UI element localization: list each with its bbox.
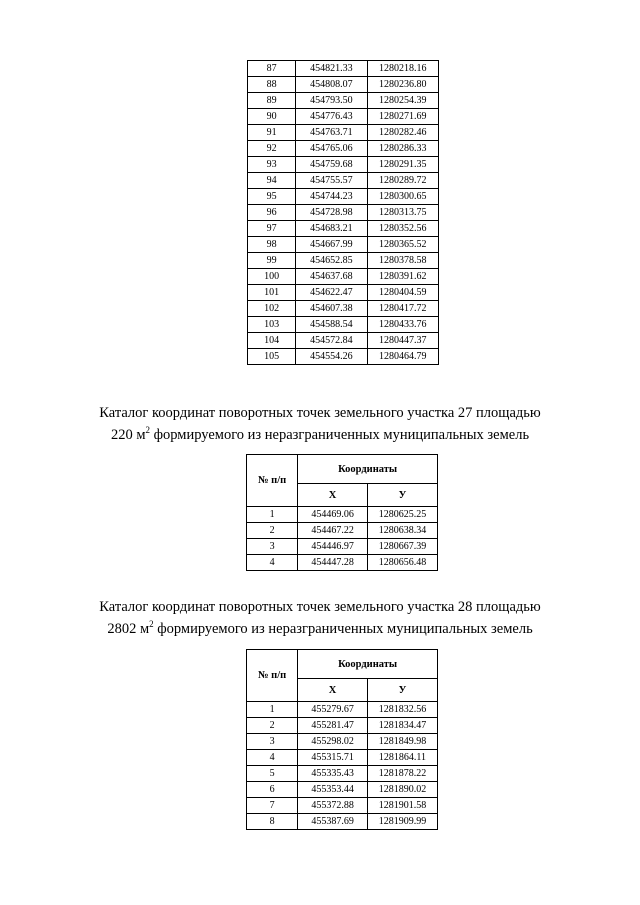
x-coordinate-cell: 454776.43: [296, 109, 367, 125]
point-number-cell: 97: [248, 221, 296, 237]
header-coordinates: Координаты: [298, 650, 438, 679]
point-number-cell: 87: [248, 61, 296, 77]
coordinates-table-plot-28: [246, 649, 438, 830]
table-row: [248, 189, 439, 205]
x-coordinate-cell: 455387.69: [298, 814, 368, 830]
x-coordinate-cell: 454763.71: [296, 125, 367, 141]
table-row: [247, 523, 438, 539]
x-coordinate-cell: 454622.47: [296, 285, 367, 301]
y-coordinate-cell: 1280417.72: [367, 301, 438, 317]
y-coordinate-cell: 1281909.99: [367, 814, 437, 830]
table-body: [247, 702, 438, 830]
y-coordinate-cell: 1280365.52: [367, 237, 438, 253]
table-row: [247, 734, 438, 750]
coordinates-table-continued: [247, 60, 439, 365]
y-coordinate-cell: 1280282.46: [367, 125, 438, 141]
x-coordinate-cell: 454446.97: [298, 539, 368, 555]
x-coordinate-cell: 454755.57: [296, 173, 367, 189]
table-row: [247, 555, 438, 571]
y-coordinate-cell: 1280433.76: [367, 317, 438, 333]
point-number-cell: 102: [248, 301, 296, 317]
point-number-cell: 2: [247, 523, 298, 539]
header-y: У: [367, 484, 437, 507]
x-coordinate-cell: 454607.38: [296, 301, 367, 317]
table-row: [247, 507, 438, 523]
x-coordinate-cell: 454572.84: [296, 333, 367, 349]
y-coordinate-cell: 1280236.80: [367, 77, 438, 93]
table-row: [248, 301, 439, 317]
caption-area: 220 м: [110, 427, 146, 443]
table-body: [248, 61, 439, 365]
point-number-cell: 2: [247, 718, 298, 734]
table-row: [248, 205, 439, 221]
x-coordinate-cell: 455315.71: [298, 750, 368, 766]
table-row: [248, 125, 439, 141]
table-row: [248, 61, 439, 77]
y-coordinate-cell: 1281864.11: [367, 750, 437, 766]
x-coordinate-cell: 454469.06: [298, 507, 368, 523]
caption-area: 2802 м: [107, 621, 150, 637]
y-coordinate-cell: 1280254.39: [367, 93, 438, 109]
y-coordinate-cell: 1280313.75: [367, 205, 438, 221]
point-number-cell: 7: [247, 798, 298, 814]
y-coordinate-cell: 1280218.16: [367, 61, 438, 77]
point-number-cell: 98: [248, 237, 296, 253]
table-row: [248, 285, 439, 301]
caption-area-exponent: 2: [145, 425, 150, 436]
y-coordinate-cell: 1280667.39: [367, 539, 437, 555]
point-number-cell: 104: [248, 333, 296, 349]
x-coordinate-cell: 454588.54: [296, 317, 367, 333]
y-coordinate-cell: 1281878.22: [367, 766, 437, 782]
header-x: X: [298, 484, 368, 507]
table-row: [248, 109, 439, 125]
y-coordinate-cell: 1280656.48: [367, 555, 437, 571]
y-coordinate-cell: 1280378.58: [367, 253, 438, 269]
point-number-cell: 101: [248, 285, 296, 301]
x-coordinate-cell: 454652.85: [296, 253, 367, 269]
table-row: [248, 253, 439, 269]
point-number-cell: 89: [248, 93, 296, 109]
x-coordinate-cell: 454821.33: [296, 61, 367, 77]
y-coordinate-cell: 1281834.47: [367, 718, 437, 734]
point-number-cell: 90: [248, 109, 296, 125]
y-coordinate-cell: 1280447.37: [367, 333, 438, 349]
header-number: № п/п: [247, 455, 298, 507]
x-coordinate-cell: 455281.47: [298, 718, 368, 734]
y-coordinate-cell: 1280352.56: [367, 221, 438, 237]
table-row: [247, 814, 438, 830]
x-coordinate-cell: 455353.44: [298, 782, 368, 798]
point-number-cell: 5: [247, 766, 298, 782]
table-row: [247, 750, 438, 766]
x-coordinate-cell: 454554.26: [296, 349, 367, 365]
table-row: [248, 269, 439, 285]
y-coordinate-cell: 1281849.98: [367, 734, 437, 750]
y-coordinate-cell: 1281890.02: [367, 782, 437, 798]
header-number: № п/п: [247, 650, 298, 702]
x-coordinate-cell: 454759.68: [296, 157, 367, 173]
y-coordinate-cell: 1280625.25: [367, 507, 437, 523]
x-coordinate-cell: 454808.07: [296, 77, 367, 93]
point-number-cell: 100: [248, 269, 296, 285]
point-number-cell: 94: [248, 173, 296, 189]
y-coordinate-cell: 1280638.34: [367, 523, 437, 539]
y-coordinate-cell: 1280300.65: [367, 189, 438, 205]
point-number-cell: 93: [248, 157, 296, 173]
y-coordinate-cell: 1281832.56: [367, 702, 437, 718]
point-number-cell: 96: [248, 205, 296, 221]
point-number-cell: 103: [248, 317, 296, 333]
header-x: X: [298, 679, 368, 702]
x-coordinate-cell: 455335.43: [298, 766, 368, 782]
table-body: [247, 507, 438, 571]
point-number-cell: 6: [247, 782, 298, 798]
table-row: [248, 173, 439, 189]
y-coordinate-cell: 1281901.58: [367, 798, 437, 814]
table-row: [247, 782, 438, 798]
point-number-cell: 3: [247, 734, 298, 750]
y-coordinate-cell: 1280271.69: [367, 109, 438, 125]
x-coordinate-cell: 454728.98: [296, 205, 367, 221]
caption-line-1: Каталог координат поворотных точек земельного участка 28 площадью: [99, 599, 541, 615]
x-coordinate-cell: 454793.50: [296, 93, 367, 109]
coordinates-table-plot-27: [246, 454, 438, 571]
table-row: [248, 221, 439, 237]
table-row: [248, 93, 439, 109]
y-coordinate-cell: 1280289.72: [367, 173, 438, 189]
table-row: [248, 349, 439, 365]
x-coordinate-cell: 454667.99: [296, 237, 367, 253]
header-coordinates: Координаты: [298, 455, 438, 484]
point-number-cell: 4: [247, 750, 298, 766]
caption-line-2: [0, 618, 640, 640]
y-coordinate-cell: 1280391.62: [367, 269, 438, 285]
x-coordinate-cell: 454683.21: [296, 221, 367, 237]
caption-plot-27: [0, 402, 640, 446]
point-number-cell: 92: [248, 141, 296, 157]
x-coordinate-cell: 455372.88: [298, 798, 368, 814]
x-coordinate-cell: 454637.68: [296, 269, 367, 285]
caption-plot-28: [0, 596, 640, 640]
table-row: [248, 157, 439, 173]
caption-rest: формируемого из неразграниченных муниципальных земель: [150, 427, 530, 443]
point-number-cell: 8: [247, 814, 298, 830]
table-row: [248, 77, 439, 93]
x-coordinate-cell: 454467.22: [298, 523, 368, 539]
point-number-cell: 1: [247, 702, 298, 718]
caption-area-exponent: 2: [149, 619, 154, 630]
x-coordinate-cell: 454744.23: [296, 189, 367, 205]
table-row: [247, 539, 438, 555]
point-number-cell: 91: [248, 125, 296, 141]
table-row: [248, 141, 439, 157]
caption-rest: формируемого из неразграниченных муниципальных земель: [153, 621, 533, 637]
y-coordinate-cell: 1280464.79: [367, 349, 438, 365]
x-coordinate-cell: 454447.28: [298, 555, 368, 571]
point-number-cell: 99: [248, 253, 296, 269]
table-row: [247, 718, 438, 734]
table-row: [247, 702, 438, 718]
table-row: [248, 333, 439, 349]
point-number-cell: 95: [248, 189, 296, 205]
table-row: [248, 317, 439, 333]
table-row: [247, 798, 438, 814]
point-number-cell: 88: [248, 77, 296, 93]
y-coordinate-cell: 1280404.59: [367, 285, 438, 301]
point-number-cell: 3: [247, 539, 298, 555]
caption-line-2: [0, 424, 640, 446]
point-number-cell: 1: [247, 507, 298, 523]
table-row: [248, 237, 439, 253]
y-coordinate-cell: 1280291.35: [367, 157, 438, 173]
table-row: [247, 766, 438, 782]
point-number-cell: 4: [247, 555, 298, 571]
x-coordinate-cell: 455298.02: [298, 734, 368, 750]
x-coordinate-cell: 455279.67: [298, 702, 368, 718]
x-coordinate-cell: 454765.06: [296, 141, 367, 157]
point-number-cell: 105: [248, 349, 296, 365]
y-coordinate-cell: 1280286.33: [367, 141, 438, 157]
header-y: У: [367, 679, 437, 702]
caption-line-1: Каталог координат поворотных точек земельного участка 27 площадью: [99, 405, 541, 421]
